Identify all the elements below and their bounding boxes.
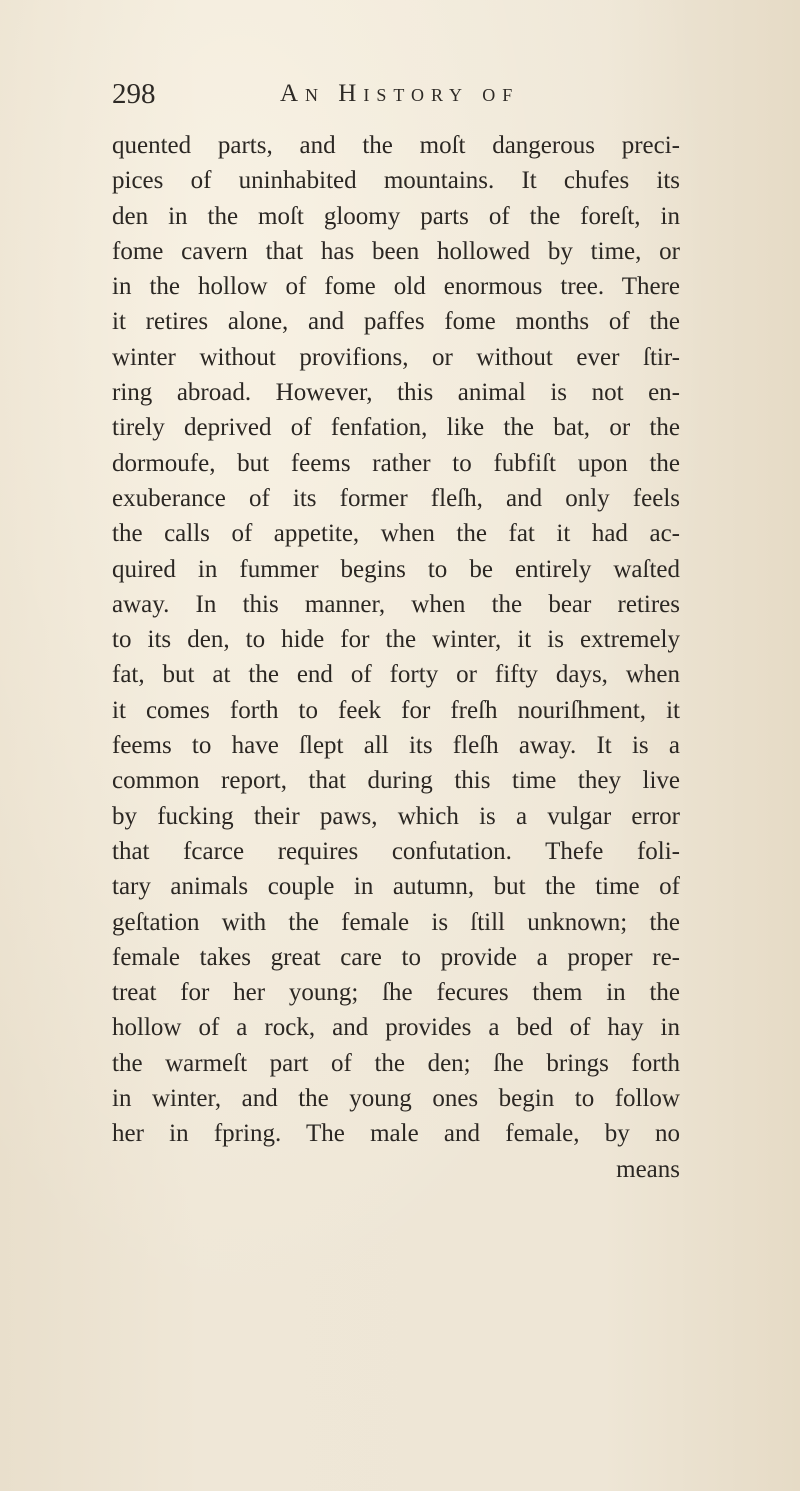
text-line: to its den, to hide for the winter, it is extremely bbox=[112, 626, 680, 654]
text-line: in winter, and the young ones begin to follow bbox=[112, 1085, 680, 1113]
page-header bbox=[112, 74, 672, 114]
text-line: tirely deprived of fenfation, like the bat, or the bbox=[112, 414, 680, 442]
text-line: the warmeſt part of the den; ſhe brings forth bbox=[112, 1049, 680, 1077]
text-line: fome cavern that has been hollowed by time, or bbox=[112, 237, 680, 265]
text-line: her in fpring. The male and female, by no bbox=[112, 1120, 680, 1148]
text-line: ring abroad. However, this animal is not en- bbox=[112, 379, 680, 407]
text-line: the calls of appetite, when the fat it had ac- bbox=[112, 520, 680, 548]
body-text bbox=[112, 128, 680, 1187]
text-line: away. In this manner, when the bear retires bbox=[112, 590, 680, 618]
text-line: it comes forth to feek for freſh nouriſhment, it bbox=[112, 696, 680, 724]
text-line: by fucking their paws, which is a vulgar error bbox=[112, 802, 680, 830]
text-line: hollow of a rock, and provides a bed of hay in bbox=[112, 1014, 680, 1042]
text-line: female takes great care to provide a proper re- bbox=[112, 943, 680, 971]
page-number: 298 bbox=[112, 78, 156, 110]
text-line: common report, that during this time they live bbox=[112, 767, 680, 795]
text-line: winter without provifions, or without ever ſtir- bbox=[112, 343, 680, 371]
text-line: feems to have ſlept all its fleſh away. It is a bbox=[112, 732, 680, 760]
text-line: den in the moſt gloomy parts of the foreſt, in bbox=[112, 202, 680, 230]
text-line: fat, but at the end of forty or fifty days, when bbox=[112, 661, 680, 689]
text-line: in the hollow of fome old enormous tree. There bbox=[112, 273, 680, 301]
catchword: means bbox=[616, 1155, 680, 1183]
text-line: dormoufe, but feems rather to fubfiſt upon the bbox=[112, 449, 680, 477]
text-line: quented parts, and the moſt dangerous preci- bbox=[112, 132, 680, 159]
text-line: it retires alone, and paffes fome months of the bbox=[112, 308, 680, 336]
running-head: An History of bbox=[280, 80, 520, 107]
text-line: treat for her young; ſhe fecures them in the bbox=[112, 979, 680, 1007]
text-line: tary animals couple in autumn, but the time of bbox=[112, 873, 680, 901]
text-line: pices of uninhabited mountains. It chufes its bbox=[112, 167, 680, 195]
text-line: that fcarce requires confutation. Thefe foli- bbox=[112, 837, 680, 865]
text-line: geſtation with the female is ſtill unknown; the bbox=[112, 908, 680, 936]
text-line: exuberance of its former fleſh, and only feels bbox=[112, 484, 680, 512]
text-line: quired in fummer begins to be entirely waſted bbox=[112, 555, 680, 583]
